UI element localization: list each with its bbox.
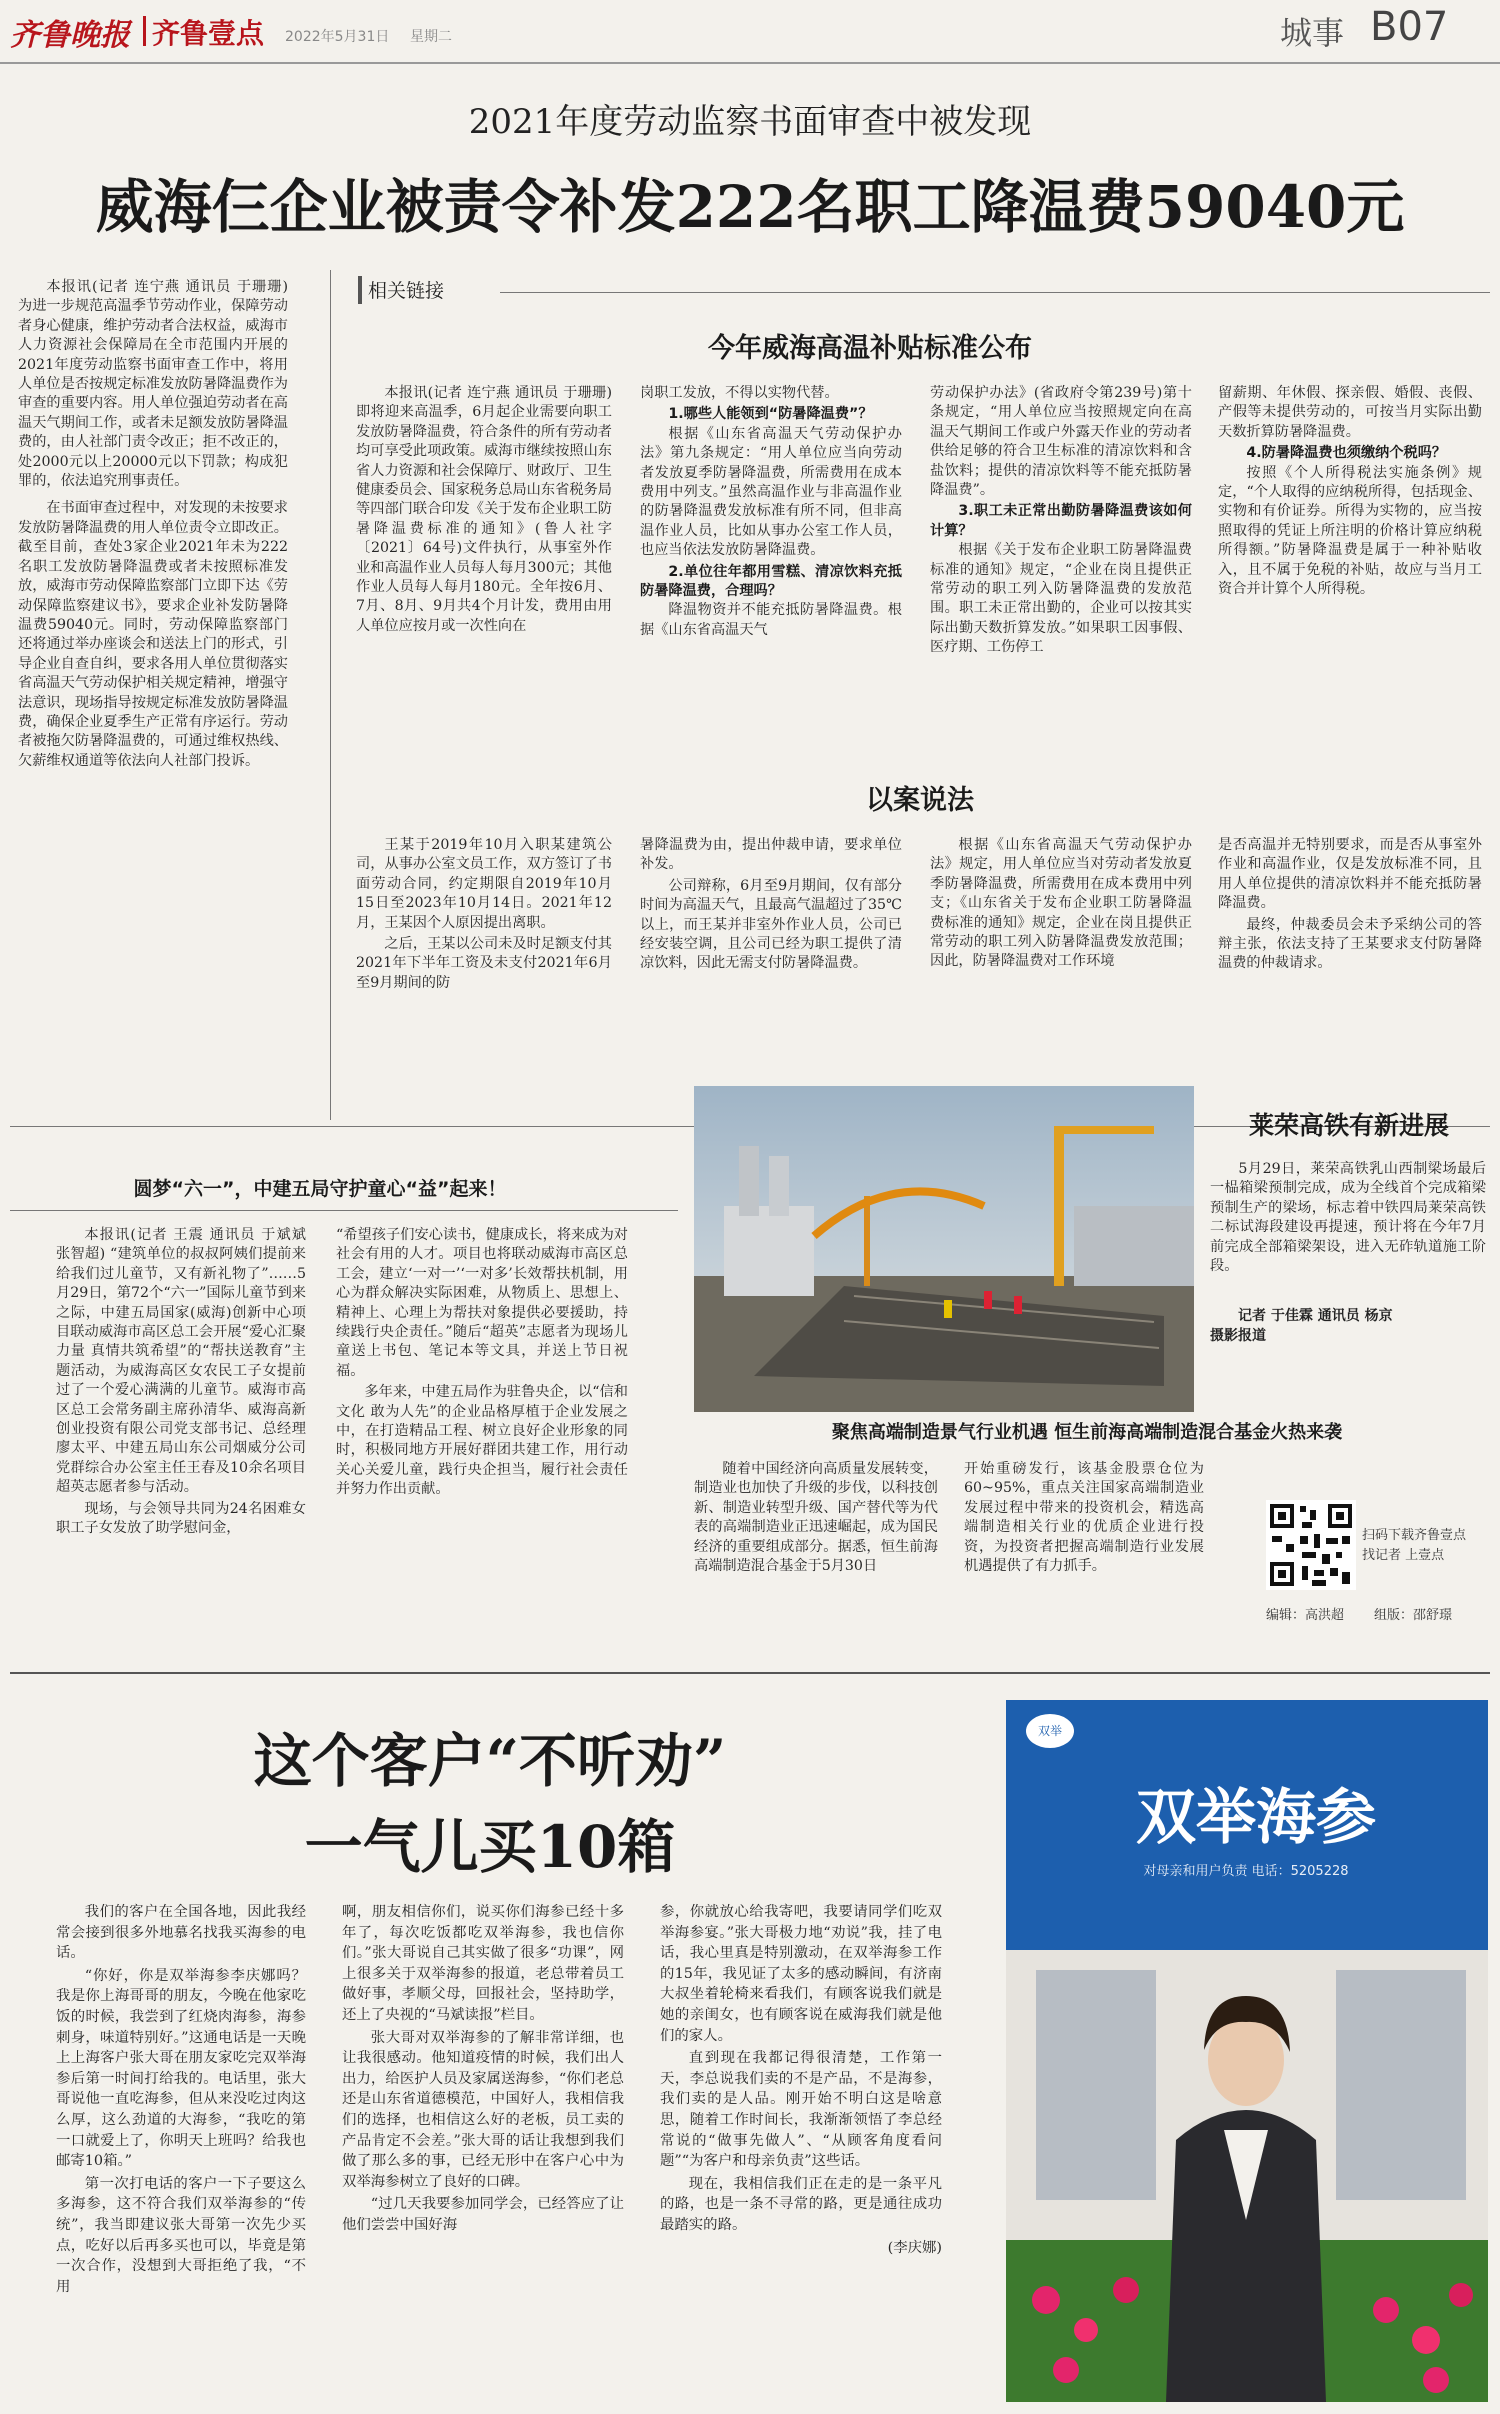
column-divider-lead xyxy=(330,270,331,1120)
related-col-1-text: 本报讯(记者 连宁燕 通讯员 于珊珊) 即将迎来高温季，6月起企业需要向职工发放防暑降温费，符合条件的所有劳动者均可享受此项政策。威海市继续按照山东省人力资源和社会保障厅、财政厅、卫生健康委员会、国家税务总局山东省税务局等四部门联合印发《关于发布企业职工防暑降温费标准的通知》(鲁人社字〔2021〕64号)文件执行，从事室外作业和高温作业人员每人每月300元；其他作业人员每人每月180元。全年按6月、7月、8月、9月共4个月计发，费用由用人单位应按月或一次性向在 xyxy=(356,385,612,634)
masthead xyxy=(0,0,1500,62)
ad-author: (李庆娜) xyxy=(887,2239,942,2256)
railway-text-paragraph: 5月29日，莱荣高铁乳山西制梁场最后一榀箱梁预制完成，成为全线首个完成箱梁预制生产的梁场，标志着中铁四局莱荣高铁二标试海段建设再提速，预计将在今年7月前完成全部箱梁架设，进入无砟轨道施工阶段。 xyxy=(1210,1161,1486,1275)
ad-col-3 xyxy=(660,1902,942,2398)
case-col-2 xyxy=(640,836,902,1064)
lead-paragraph-2: 在书面审查过程中，对发现的未按要求发放防暑降温费的用人单位责令立即改正。截至目前，查处3家企业2021年未为222名职工发放防暑降温费或者未按照标准发放，威海市劳动保障监察部门立即下达《劳动保障监察建议书》，要求企业补发防暑降温费59040元。同时，劳动保障监察部门还将通过举办座谈会和送法上门的形式，引导企业自查自纠，要求各用人单位贯彻落实省高温天气劳动保护相关规定精神，增强守法意识，现场指导按规定标准发放防暑降温费，确保企业夏季生产正常有序运行。劳动者被拖欠防暑降温费的，可通过维权热线、欠薪维权通道等依法向人社部门投诉。 xyxy=(18,500,288,769)
ad-photo-sign-sub: 对母亲和用户负责 电话：5205228 xyxy=(1143,1864,1349,1879)
lead-kicker: 2021年度劳动监察书面审查中被发现 xyxy=(468,102,1032,142)
related-col-1 xyxy=(356,384,612,774)
case-col-4 xyxy=(1218,836,1482,1064)
masthead-divider xyxy=(143,16,146,46)
children-col-1 xyxy=(56,1226,306,1662)
lead-story xyxy=(18,278,288,1118)
related-tag-rule xyxy=(500,292,1490,293)
related-title: 今年威海高温补贴标准公布 xyxy=(708,333,1032,364)
related-a1: 根据《山东省高温天气劳动保护办法》第九条规定：“用人单位应当向劳动者发放夏季防暑降温费，所需费用在成本费用中列支。”虽然高温作业与非高温作业的防暑降温费发放标准有所不同，但非高温作业人员，比如从事办公室工作人员，也应当依法发放防暑降温费。 xyxy=(640,425,902,559)
ad-photo-sign: 双举海参 xyxy=(1136,1783,1376,1850)
related-col-2-lead: 岗职工发放，不得以实物代替。 xyxy=(640,385,839,401)
related-q1: 1.哪些人能领到“防暑降温费”？ xyxy=(668,406,873,423)
fund-col-1-text: 随着中国经济向高质量发展转变，制造业也加快了升级的步伐，以科技创新、制造业转型升级、国产替代等为代表的高端制造业正迅速崛起，成为国民经济的重要组成部分。据悉，恒生前海高端制造混合基金于5月30日 xyxy=(694,1461,938,1575)
related-a4: 按照《个人所得税法实施条例》规定，“个人取得的应纳税所得，包括现金、实物和有价证券。所得为实物的，应当按照取得的凭证上所注明的价格计算应纳税所得额。”防暑降温费是属于一种补贴收入，且不属于免税的补贴，故应与当月工资合并计算个人所得税。 xyxy=(1218,464,1482,598)
case-col-3 xyxy=(930,836,1192,1064)
ad-col-1-p3: 第一次打电话的客户一下子要这么多海参，这不符合我们双举海参的“传统”，我当即建议张大哥第一次先少买点，吃好以后再多买也可以，毕竟是第一次合作，没想到大哥拒绝了我，“不用 xyxy=(56,2175,306,2295)
ad-col-2-p3: “过几天我要参加同学会，已经答应了让他们尝尝中国好海 xyxy=(342,2196,624,2233)
ad-photo xyxy=(1006,1700,1488,2402)
designer-credit: 组版：邵舒璟 xyxy=(1374,1608,1453,1623)
railway-credit-line-2: 摄影报道 xyxy=(1210,1328,1266,1344)
related-col-4 xyxy=(1218,384,1482,774)
case-col-1-text: 王某于2019年10月入职某建筑公司，从事办公室文员工作，双方签订了书面劳动合同，约定期限自2019年10月15日至2023年10月14日。2021年12月，王某因个人原因提出离职。 xyxy=(356,837,612,931)
ad-col-2-p2: 张大哥对双举海参的了解非常详细，也让我很感动。他知道疫情的时候，我们出人出力，给医护人员及家属送海参，“你们老总还是山东省道德模范，中国好人，我相信我们的选择，也相信这么好的老板，员工卖的产品肯定不会差。”张大哥的话让我想到我们做了那么多的事，已经无形中在客户心中为双举海参树立了良好的口碑。 xyxy=(342,2029,624,2190)
ad-col-3-p1: 参，你就放心给我寄吧，我要请同学们吃双举海参宴。”张大哥极力地“劝说”我，挂了电话，我心里真是特别激动，在双举海参工作的15年，我见证了太多的感动瞬间，有济南大叔坐着轮椅来看我们，有顾客说我们就是她的亲闺女，也有顾客说在威海我们就是他们的家人。 xyxy=(660,1904,942,2044)
ad-headline-1: 这个客户“不听劝” xyxy=(253,1727,727,1794)
children-col-1-text: 本报讯(记者 王震 通讯员 于斌斌 张智超) “建筑单位的叔叔阿姨们提前来给我们过儿童节，又有新礼物了”……5月29日，第72个“六一”国际儿童节到来之际，中建五局国家(威海)创新中心项目联动威海市高区总工会开展“爱心汇聚力量 真情共筑希望”的“帮扶送教育”主题活动，为威海高区女农民工子女提前过了一个爱心满满的儿童节。威海市高区总工会常务副主席孙清华、威海高新创业投资有限公司党支部书记、总经理廖太平、中建五局山东公司烟威分公司党群综合办公室主任王春及10余名项目超英志愿者参与活动。 xyxy=(56,1227,306,1496)
page-number: B07 xyxy=(1370,4,1449,50)
children-col-2 xyxy=(336,1226,628,1662)
case-col-2-text: 暑降温费为由，提出仲裁申请，要求单位补发。 xyxy=(640,837,902,873)
fund-title: 聚焦高端制造景气行业机遇 恒生前海高端制造混合基金火热来袭 xyxy=(831,1422,1343,1443)
related-q4: 4.防暑降温费也须缴纳个税吗？ xyxy=(1246,445,1447,462)
railway-credit-line-1: 记者 于佳霖 通讯员 杨京 xyxy=(1238,1308,1393,1324)
related-a3: 根据《关于发布企业职工防暑降温费标准的通知》规定，“企业在岗且提供正常劳动的职工列入防暑降温费的发放范围。职工未正常出勤的，企业可以按其实际出勤天数折算发放。”如果职工因事假、医疗期、工伤停工 xyxy=(930,542,1192,656)
ad-col-1-p2: “你好，你是双举海参李庆娜吗？我是你上海哥哥的朋友，今晚在他家吃饭的时候，我尝到了红烧肉海参，海参刺身，味道特别好。”这通电话是一天晚上上海客户张大哥在朋友家吃完双举海参后第一时间打给我的。电话里，张大哥说他一直吃海参，但从来没吃过肉这么厚，这么劲道的大海参，“我吃的第一口就爱上了，你明天上班吗？给我也邮寄10箱。” xyxy=(56,1967,306,2170)
masthead-app-name: 齐鲁壹点 xyxy=(152,17,265,50)
fund-col-2-text: 开始重磅发行，该基金股票仓位为60~95%，重点关注国家高端制造业发展过程中带来的投资机会，精选高端制造相关行业的优质企业进行投资，为投资者把握高端制造行业发展机遇提供了有力抓手。 xyxy=(964,1461,1204,1575)
related-q3: 3.职工未正常出勤防暑降温费该如何计算？ xyxy=(930,503,1192,539)
qr-caption-line-2: 找记者 上壹点 xyxy=(1362,1548,1445,1563)
children-col-2-text: “希望孩子们安心读书，健康成长，将来成为对社会有用的人才。项目也将联动威海市高区总工会，建立‘一对一’‘一对多’长效帮扶机制，用心为群众解决实际困难，从物质上、思想上、精神上、心理上为帮扶对象提供必要援助，持续践行央企责任。”随后“超英”志愿者为现场儿童送上书包、笔记本等文具，并送上节日祝福。 xyxy=(336,1227,628,1379)
railway-photo-illustration xyxy=(694,1086,1194,1412)
case-col-3-text: 根据《山东省高温天气劳动保护办法》规定，用人单位应当对劳动者发放夏季防暑降温费，所需费用在成本费用中列支；《山东省关于发布企业职工防暑降温费标准的通知》规定，企业在岗且提供正常劳动的职工列入防暑降温费发放范围；因此，防暑降温费对工作环境 xyxy=(930,837,1192,970)
lead-headline: 威海仨企业被责令补发222名职工降温费59040元 xyxy=(95,173,1405,241)
fund-col-2 xyxy=(964,1460,1204,1660)
railway-credit xyxy=(1210,1306,1486,1350)
masthead-rule xyxy=(0,62,1500,64)
case-col-1b-text: 之后，王某以公司未及时足额支付其2021年下半年工资及未支付2021年6月至9月期间的防 xyxy=(356,936,612,991)
qr-caption xyxy=(1362,1526,1492,1576)
fund-col-1 xyxy=(694,1460,938,1660)
case-col-4b-text: 最终，仲裁委员会未予采纳公司的答辩主张，依法支持了王某要求支付防暑降温费的仲裁请求。 xyxy=(1218,916,1482,972)
railway-text xyxy=(1210,1160,1486,1310)
masthead-paper-name: 齐鲁晚报 xyxy=(10,18,130,52)
case-col-2b-text: 公司辩称，6月至9月期间，仅有部分时间为高温天气，且最高气温超过了35℃以上，而王某并非室外作业人员，公司已经安装空调，且公司已经为职工提供了清凉饮料，因此无需支付防暑降温费。 xyxy=(640,877,902,972)
railway-title: 莱荣高铁有新进展 xyxy=(1248,1111,1449,1140)
related-a2: 降温物资并不能充抵防暑降温费。根据《山东省高温天气 xyxy=(640,602,902,638)
case-col-1 xyxy=(356,836,612,1064)
railway-photo xyxy=(694,1086,1194,1412)
lead-paragraph-1: 本报讯(记者 连宁燕 通讯员 于珊珊) 为进一步规范高温季节劳动作业，保障劳动者身心健康，维护劳动者合法权益，威海市人力资源社会保障局在全市范围内开展的2021年度劳动监察书面审查工作中，将用人单位是否按规定标准发放防暑降温费作为审查的重要内容。用人单位强迫劳动者在高温天气期间工作，或者未足额发放防暑降温费的，由人社部门责令改正；拒不改正的，处2000元以上20000元以下罚款；构成犯罪的，依法追究刑事责任。 xyxy=(18,279,288,490)
related-col-4-lead: 留薪期、年休假、探亲假、婚假、丧假、产假等未提供劳动的，可按当月实际出勤天数折算防暑降温费。 xyxy=(1218,385,1482,440)
children-title-rule xyxy=(10,1210,678,1211)
ad-headline-2: 一气儿买10箱 xyxy=(304,1813,676,1880)
related-q2: 2.单位往年都用雪糕、清凉饮料充抵防暑降温费，合理吗？ xyxy=(640,563,902,600)
related-col-2 xyxy=(640,384,902,774)
ad-col-3-p3: 现在，我相信我们正在走的是一条平凡的路，也是一条不寻常的路，更是通往成功最踏实的路。 xyxy=(660,2175,942,2233)
children-title: 圆梦“六一”，中建五局守护童心“益”起来！ xyxy=(133,1178,507,1200)
masthead-date: 2022年5月31日 xyxy=(285,29,390,45)
ad-col-3-p2: 直到现在我都记得很清楚，工作第一天，李总说我们卖的不是产品，不是海参，我们卖的是人品。刚开始不明白这是啥意思，随着工作时间长，我渐渐领悟了李总经常说的“做事先做人”、“从顾客角度看问题”“为客户和母亲负责”这些话。 xyxy=(660,2050,942,2170)
ad-photo-logo: 双举 xyxy=(1026,1714,1074,1748)
section-label: 城事 xyxy=(1280,14,1345,52)
qr-caption-line-1: 扫码下载齐鲁壹点 xyxy=(1362,1528,1467,1543)
ad-col-1 xyxy=(56,1902,306,2398)
children-col-2b-text: 多年来，中建五局作为驻鲁央企，以“信和文化 敢为人先”的企业品格厚植于企业发展之中，在打造精品工程、树立良好企业形象的同时，积极同地方开展好群团共建工作，用行动关心关爱儿童，践行央企担当，履行社会责任并努力作出贡献。 xyxy=(336,1384,628,1498)
related-col-3 xyxy=(930,384,1192,774)
masthead-weekday: 星期二 xyxy=(410,29,452,45)
children-col-1b-text: 现场，与会领导共同为24名困难女职工子女发放了助学慰问金， xyxy=(56,1500,306,1537)
section-rule-bottom xyxy=(10,1672,1490,1674)
editor-credit: 编辑：高洪超 xyxy=(1266,1608,1345,1623)
related-col-3-lead: 劳动保护办法》(省政府令第239号)第十条规定，“用人单位应当按照规定向在高温天气期间工作或户外露天作业的劳动者供给足够的符合卫生标准的清凉饮料和含盐饮料；提供的清凉饮料等不能充抵防暑降温费”。 xyxy=(930,385,1192,499)
case-col-4-text: 是否高温并无特别要求，而是否从事室外作业和高温作业，仅是发放标准不同，且用人单位提供的清凉饮料并不能充抵防暑降温费。 xyxy=(1218,837,1482,912)
ad-col-2 xyxy=(342,1902,624,2398)
ad-col-2-p1: 啊，朋友相信你们，说买你们海参已经十多年了，每次吃饭都吃双举海参，我也信你们。”张大哥说自己其实做了很多“功课”，网上很多关于双举海参的报道，老总带着员工做好事，孝顺父母，回报社会，坚持助学，还上了央视的“马斌读报”栏目。 xyxy=(342,1904,624,2023)
case-title: 以案说法 xyxy=(866,785,974,816)
ad-col-1-p1: 我们的客户在全国各地，因此我经常会接到很多外地慕名找我买海参的电话。 xyxy=(56,1904,306,1962)
related-tag: 相关链接 xyxy=(358,276,498,304)
qr-code[interactable] xyxy=(1266,1500,1356,1590)
qr-code-graphic xyxy=(1266,1500,1356,1590)
